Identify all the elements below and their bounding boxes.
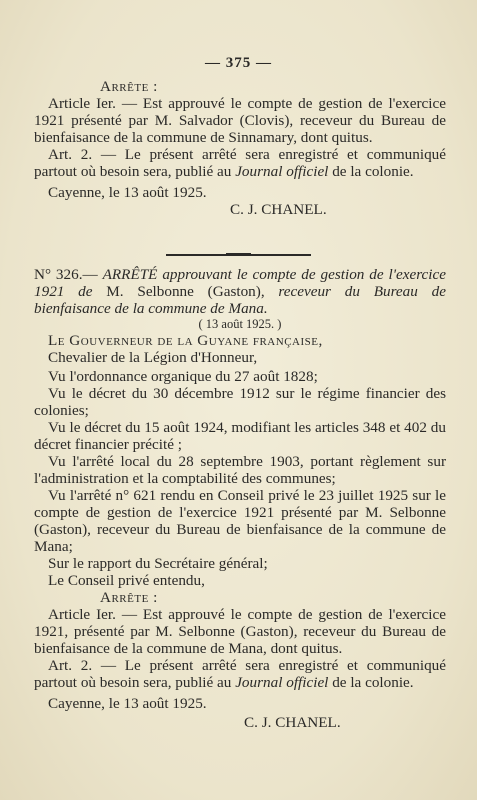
signature: C. J. CHANEL. [230, 201, 327, 218]
arrete-title: N° 326.— ARRÊTÉ approuvant le compte de gestion de l'exercice 1921 de M. Selbonne (Gaston), receveur du Bureau de bienfaisance de la commune de Mana. [34, 266, 447, 317]
arrete-number: N° 326.— [34, 266, 103, 283]
arrete-date: ( 13 août 1925. ) [198, 317, 282, 331]
article-2: Art. 2. — Le présent arrêté sera enregistré et communiqué partout où besoin sera, publié au Journal officiel de la colonie. [34, 146, 446, 180]
article-1: Article Ier. — Est approuvé le compte de gestion de l'exercice 1921 présenté par M. Salvador (Clovis), receveur du Bureau de bienfaisance de la commune de Sinnamary, dont quitus. [34, 95, 446, 146]
arrete-heading: Arrête : [100, 78, 158, 95]
signature-b: C. J. CHANEL. [244, 714, 341, 731]
journal-officiel: Journal officiel [235, 163, 329, 180]
vu-ordonnance: Vu l'ordonnance organique du 27 août 1828; [48, 368, 318, 385]
governor-title: Le Gouverneur de la Guyane française, [48, 332, 323, 349]
date-line-b: Cayenne, le 13 août 1925. [48, 695, 207, 712]
vu-decret-1924: Vu le décret du 15 août 1924, modifiant les articles 348 et 402 du décret financier précité ; [34, 419, 446, 453]
vu-arrete-1903: Vu l'arrêté local du 28 septembre 1903, portant règlement sur l'administration et la comptabilité des communes; [34, 453, 446, 487]
article-2-b: Art. 2. — Le présent arrêté sera enregistré et communiqué partout où besoin sera, publié au Journal officiel de la colonie. [34, 657, 446, 691]
sur-rapport: Sur le rapport du Secrétaire général; [48, 555, 268, 572]
journal-officiel-b: Journal officiel [235, 674, 329, 691]
governor-honor: Chevalier de la Légion d'Honneur, [48, 349, 258, 366]
vu-arrete-621: Vu l'arrêté n° 621 rendu en Conseil privé le 23 juillet 1925 sur le compte de gestion de l'exercice 1921 présenté par M. Selbonne (Gaston), receveur du Bureau de bienfaisance de la commune de Mana; [34, 487, 446, 555]
conseil-prive: Le Conseil privé entendu, [48, 572, 205, 589]
date-line: Cayenne, le 13 août 1925. [48, 184, 207, 201]
arrete-heading-2: Arrête : [100, 589, 158, 606]
arrete-block-1 [34, 78, 446, 218]
vu-decret-1912: Vu le décret du 30 décembre 1912 sur le régime financier des colonies; [34, 385, 446, 419]
page-number: — 375 — [205, 55, 272, 71]
arrete-block-2 [34, 266, 446, 731]
article-1-b: Article Ier. — Est approuvé le compte de gestion de l'exercice 1921, présenté par M. Selbonne (Gaston), receveur du Bureau de bienfaisance de la commune de Mana, dont quitus. [34, 606, 446, 657]
separator-rule [166, 254, 311, 256]
